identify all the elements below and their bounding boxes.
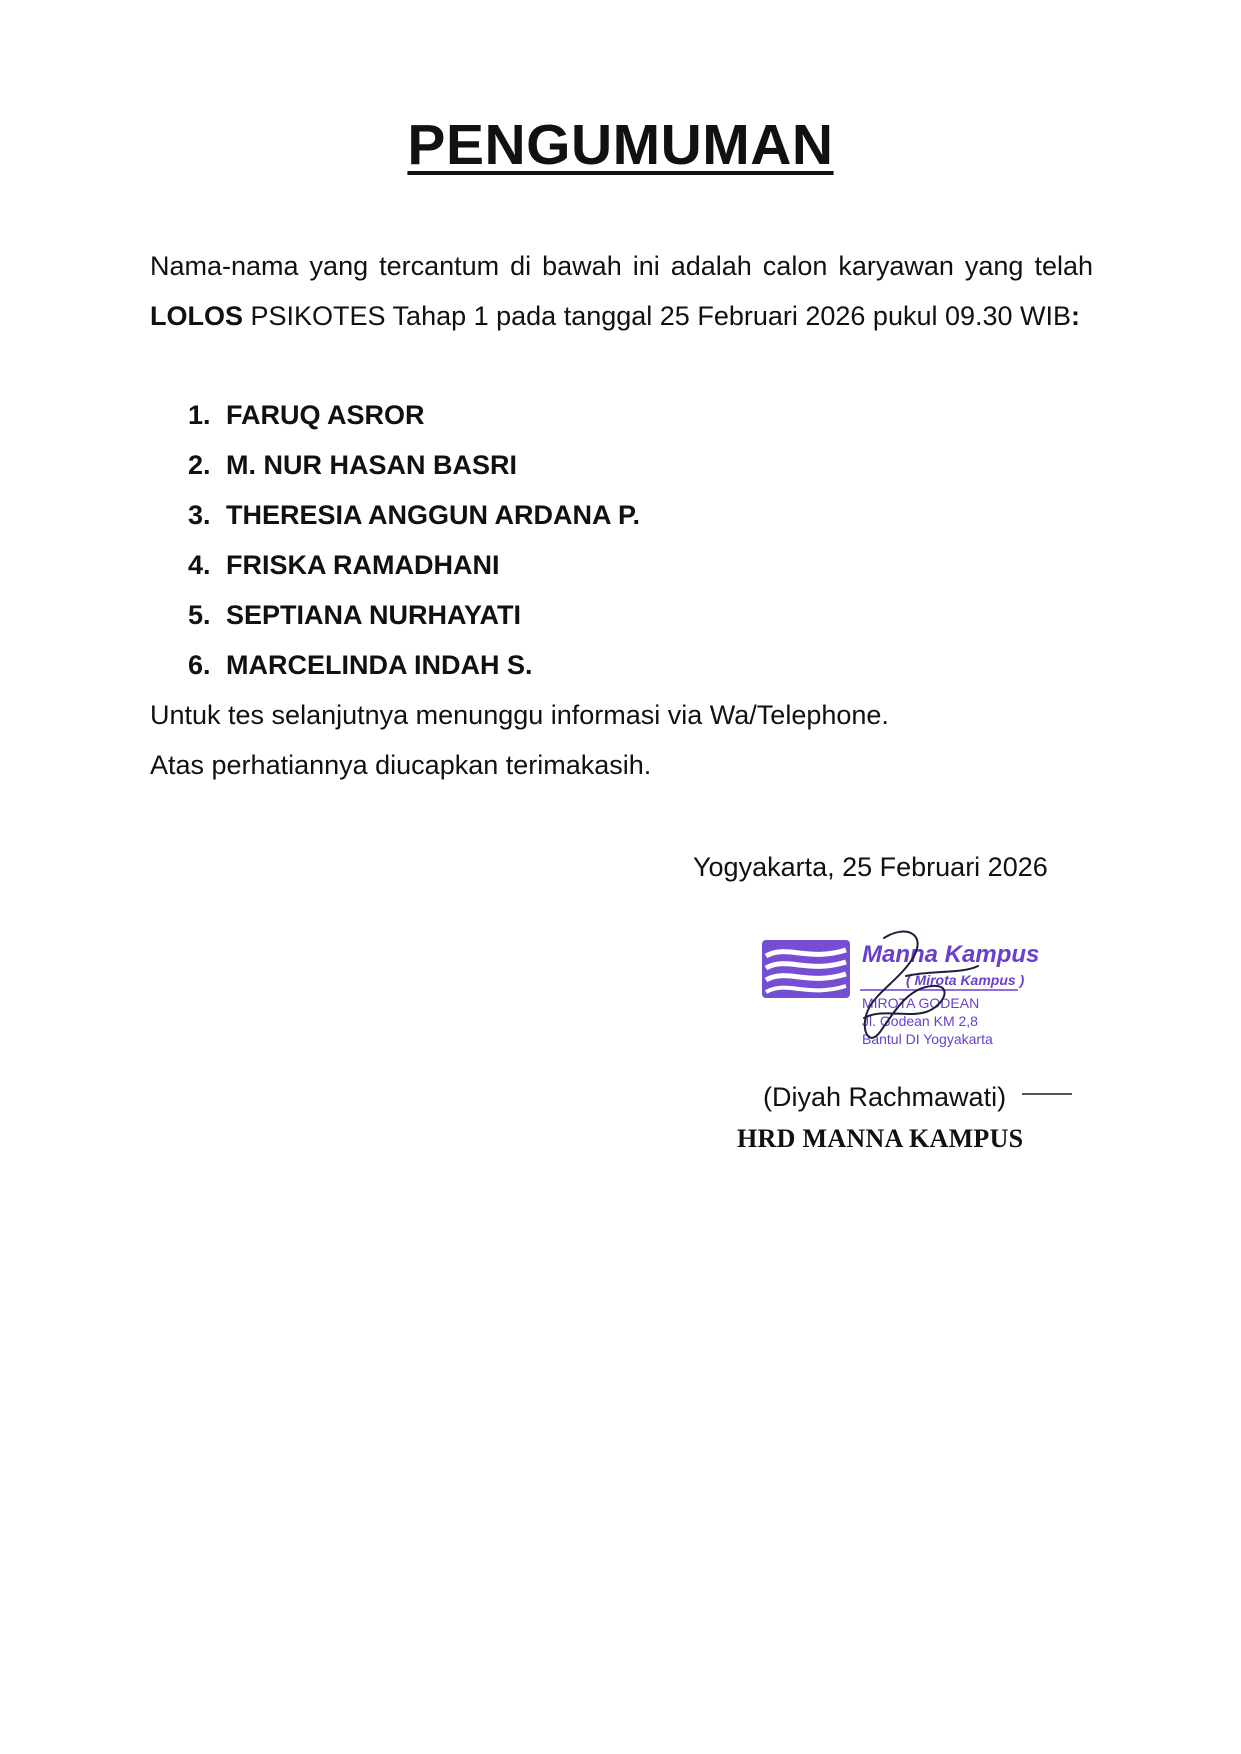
closing-paragraph bbox=[150, 690, 889, 790]
signatory-title: HRD MANNA KAMPUS bbox=[737, 1124, 1024, 1153]
list-name: M. NUR HASAN BASRI bbox=[226, 450, 518, 480]
intro-text-before: Nama-nama yang tercantum di bawah ini adalah calon karyawan yang telah bbox=[150, 251, 1093, 281]
list-item bbox=[188, 540, 640, 590]
title-text: PENGUMUMAN bbox=[407, 113, 834, 177]
signatory-name: (Diyah Rachmawati) bbox=[763, 1082, 1007, 1112]
list-item bbox=[188, 640, 640, 690]
stamp-logo-icon bbox=[762, 940, 850, 998]
stamp-branch: MIROTA GODEAN bbox=[862, 995, 980, 1011]
city-date: Yogyakarta, 25 Februari 2026 bbox=[693, 852, 1048, 882]
list-name: MARCELINDA INDAH S. bbox=[226, 650, 533, 680]
list-number: 5. bbox=[188, 600, 211, 630]
closing-line-1: Untuk tes selanjutnya menunggu informasi via Wa/Telephone. bbox=[150, 700, 889, 730]
intro-paragraph bbox=[150, 241, 1093, 341]
name-list bbox=[188, 390, 640, 690]
intro-highlight: LOLOS bbox=[150, 301, 243, 331]
intro-text-after: PSIKOTES Tahap 1 pada tanggal 25 Februari 2026 pukul 09.30 WIB bbox=[243, 301, 1072, 331]
list-number: 6. bbox=[188, 650, 211, 680]
list-name: THERESIA ANGGUN ARDANA P. bbox=[226, 500, 641, 530]
list-item bbox=[188, 590, 640, 640]
stamp-brand: Manna Kampus bbox=[862, 941, 1040, 968]
stamp-address-2: Bantul DI Yogyakarta bbox=[862, 1031, 993, 1047]
list-number: 1. bbox=[188, 400, 211, 430]
intro-colon: : bbox=[1071, 301, 1081, 331]
list-name: FARUQ ASROR bbox=[226, 400, 425, 430]
page-title bbox=[0, 110, 1241, 180]
list-item bbox=[188, 390, 640, 440]
stamp-address-1: Jl. Godean KM 2,8 bbox=[862, 1013, 978, 1029]
signature-line bbox=[1022, 1093, 1072, 1095]
list-number: 2. bbox=[188, 450, 211, 480]
list-number: 4. bbox=[188, 550, 211, 580]
closing-line-2: Atas perhatiannya diucapkan terimakasih. bbox=[150, 750, 652, 780]
list-name: SEPTIANA NURHAYATI bbox=[226, 600, 522, 630]
stamp-sub-brand: ( Mirota Kampus ) bbox=[906, 972, 1025, 988]
company-stamp bbox=[756, 922, 1056, 1052]
list-item bbox=[188, 440, 640, 490]
list-number: 3. bbox=[188, 500, 211, 530]
list-name: FRISKA RAMADHANI bbox=[226, 550, 500, 580]
list-item bbox=[188, 490, 640, 540]
